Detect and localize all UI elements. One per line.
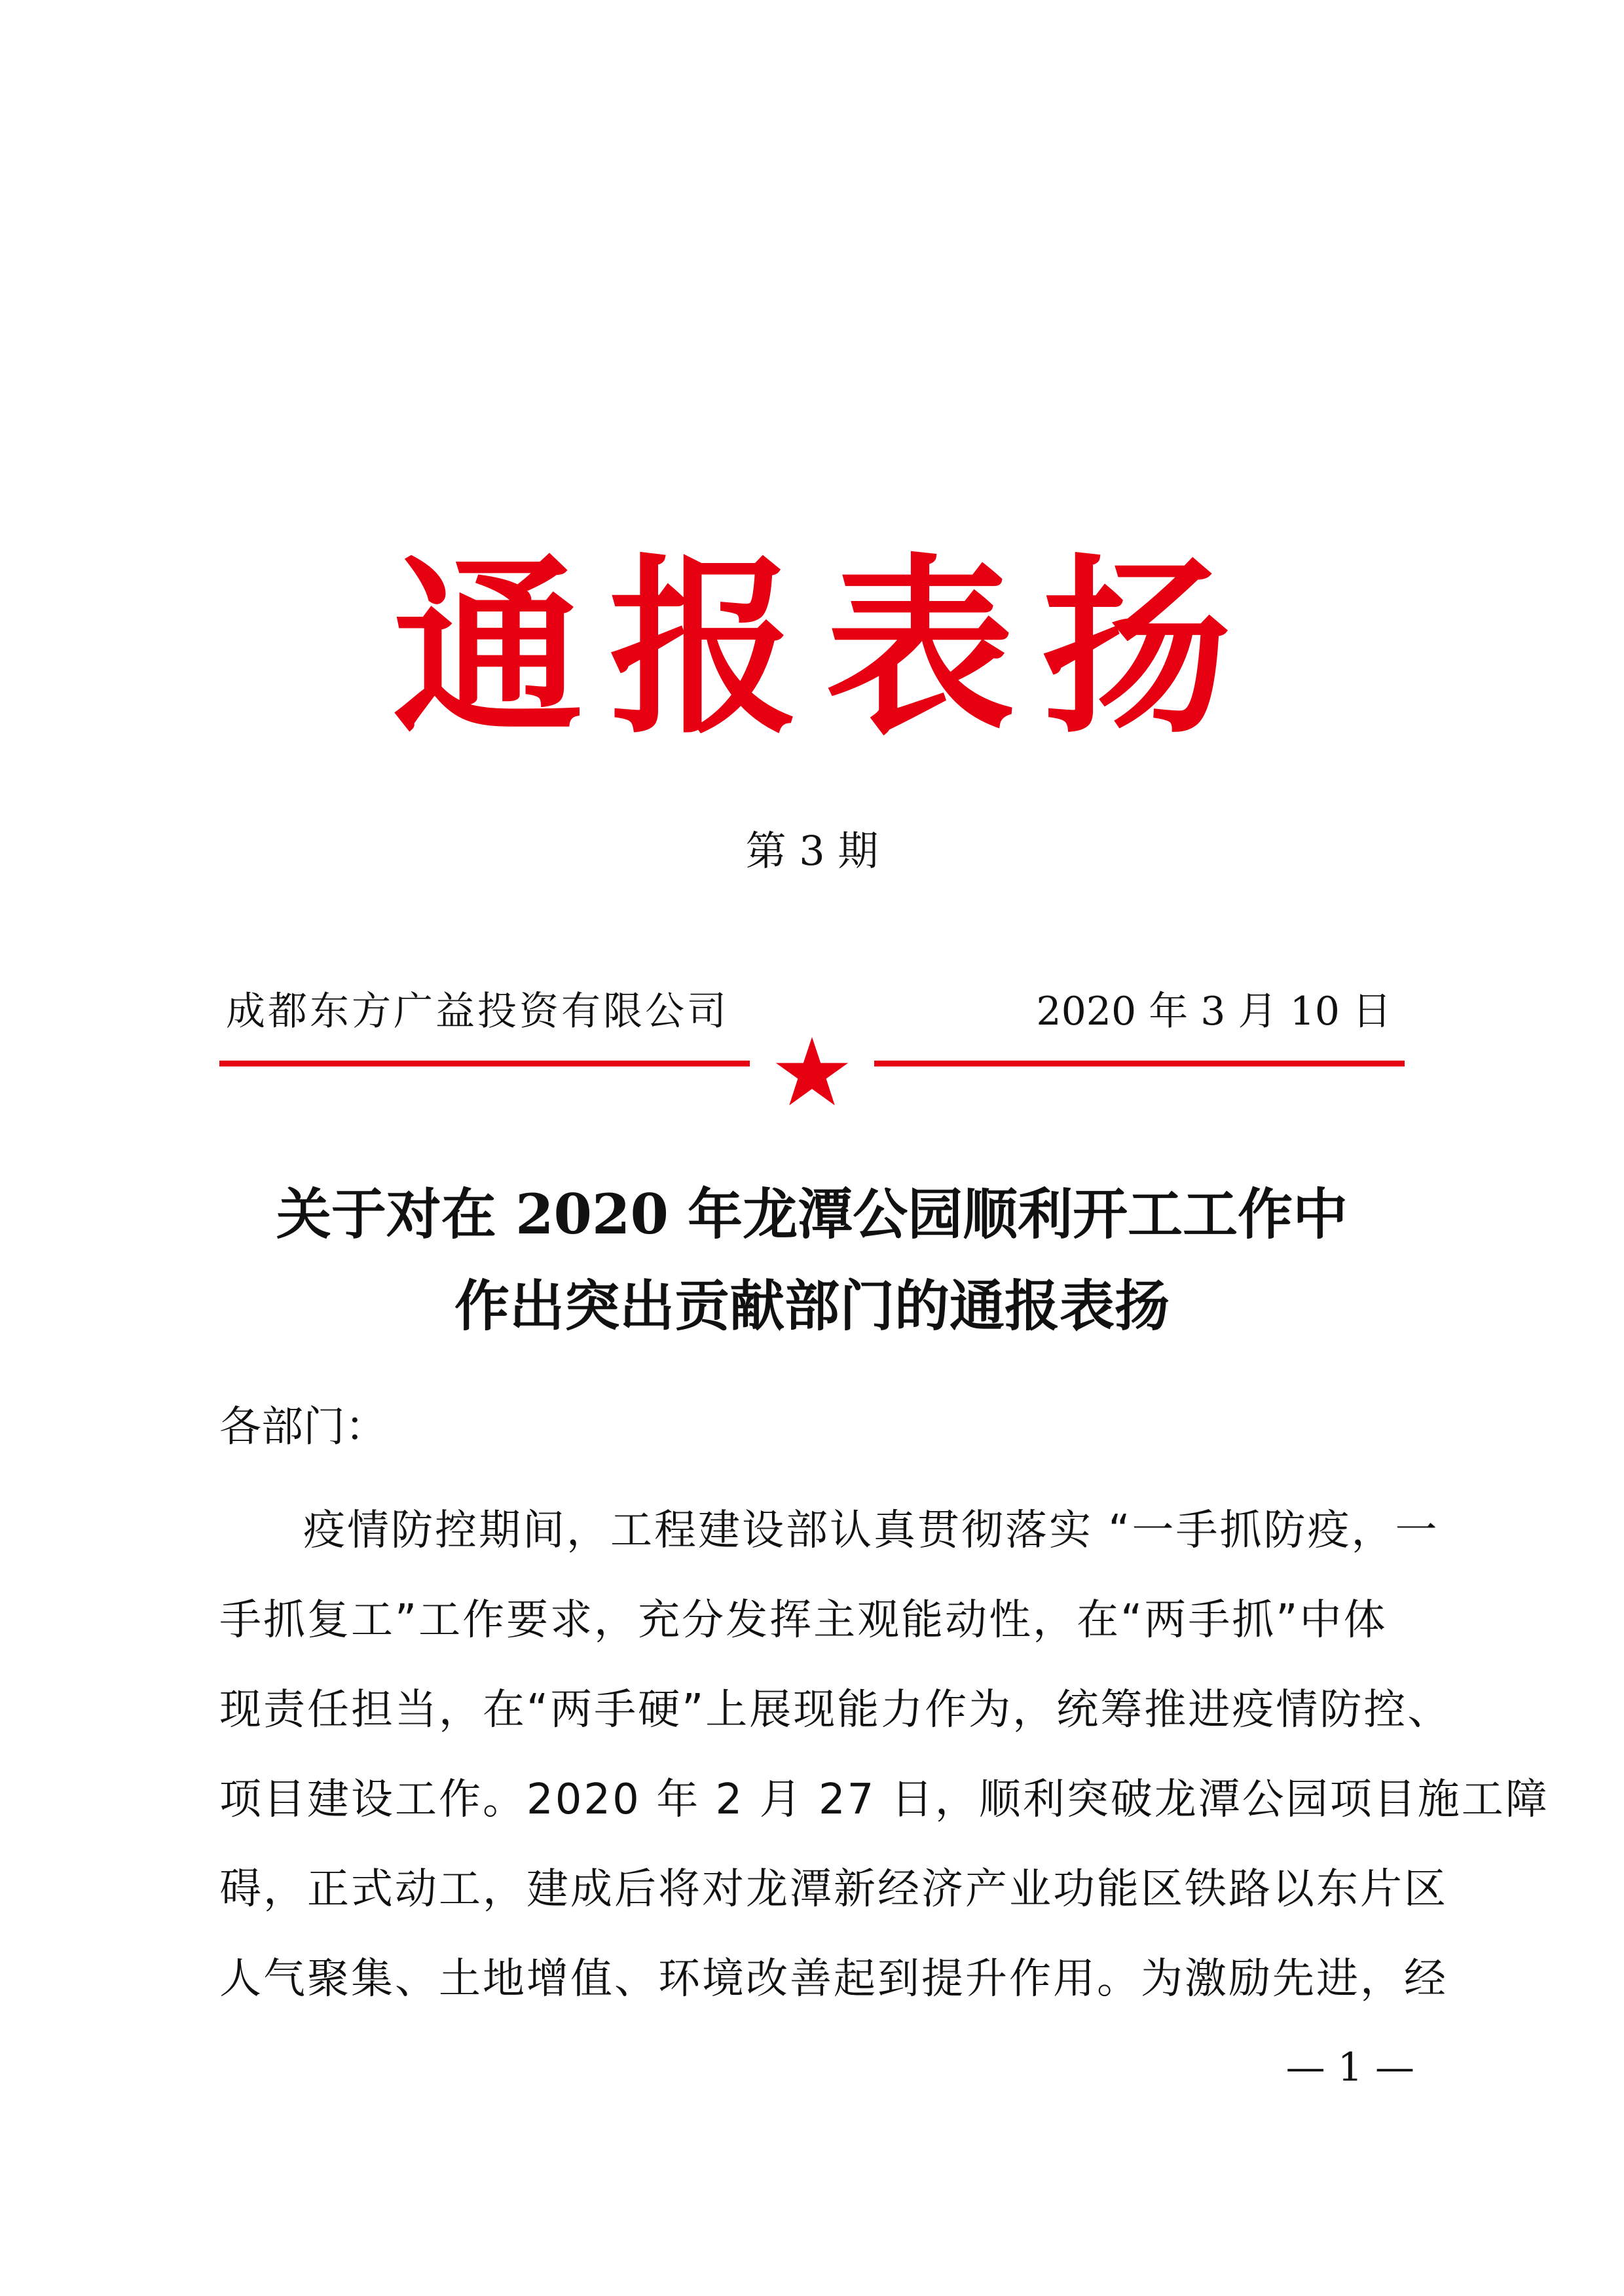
separator-line-left xyxy=(219,1061,750,1066)
paragraph-line: 碍，正式动工，建成后将对龙潭新经济产业功能区铁路以东片区 xyxy=(219,1865,1448,1914)
issuer-name: 成都东方广益投资有限公司 xyxy=(226,989,729,1034)
page-number: — 1 — xyxy=(1285,2045,1414,2090)
paragraph-line: 项目建设工作。2020 年 2 月 27 日，顺利突破龙潭公园项目施工障 xyxy=(219,1776,1549,1824)
body-paragraph xyxy=(219,1486,1549,2024)
document-title-line-2: 作出突出贡献部门的通报表扬 xyxy=(454,1273,1170,1338)
issue-number: 第 3 期 xyxy=(745,827,879,875)
red-star-icon xyxy=(773,1033,851,1112)
paragraph-line: 现责任担当，在“两手硬”上展现能力作为，统筹推进疫情防控、 xyxy=(219,1686,1452,1734)
issue-date: 2020 年 3 月 10 日 xyxy=(1036,989,1392,1034)
document-title-line-1: 关于对在 2020 年龙潭公园顺利开工工作中 xyxy=(276,1182,1348,1247)
paragraph-line: 疫情防控期间，工程建设部认真贯彻落实 “一手抓防疫，一 xyxy=(303,1506,1439,1555)
paragraph-line: 手抓复工”工作要求，充分发挥主观能动性，在“两手抓”中体 xyxy=(219,1596,1388,1645)
salutation: 各部门： xyxy=(219,1403,387,1451)
separator-line-right xyxy=(874,1061,1405,1066)
paragraph-line: 人气聚集、土地增值、环境改善起到提升作用。为激励先进，经 xyxy=(219,1955,1448,2003)
masthead-title: 通报表扬 xyxy=(393,537,1257,759)
